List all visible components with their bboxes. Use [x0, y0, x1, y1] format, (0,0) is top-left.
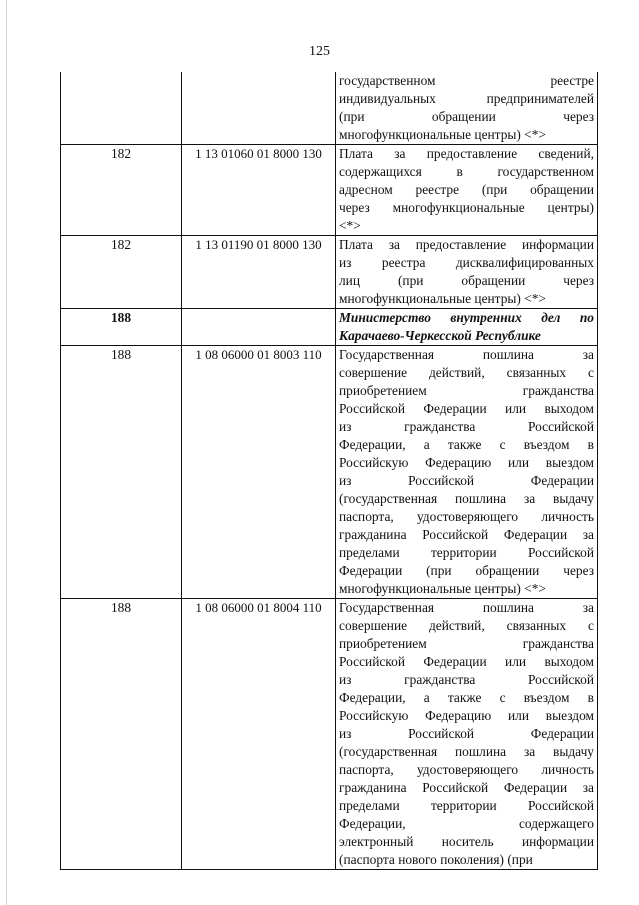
revenue-name-cell	[336, 346, 598, 599]
name-text-line: индивидуальных предпринимателей	[339, 91, 594, 106]
name-text-line: Федерации, содержащего	[339, 816, 594, 831]
admin-code-cell: 182	[61, 236, 182, 309]
revenue-name-cell	[336, 309, 598, 346]
kbk-code-cell: 1 13 01190 01 8000 130	[182, 236, 336, 309]
table-row	[61, 346, 598, 599]
revenue-codes-table	[60, 72, 598, 870]
name-text-line: Государственная пошлина за	[339, 600, 594, 615]
admin-code-cell	[61, 72, 182, 145]
name-text-line: (государственная пошлина за выдачу	[339, 744, 594, 759]
name-text-line: Плата за предоставление информации	[339, 237, 594, 252]
name-text-line: из гражданства Российской	[339, 419, 594, 434]
name-text-line: из реестра дисквалифицированных	[339, 255, 594, 270]
name-text-line: гражданина Российской Федерации за	[339, 780, 594, 795]
name-text-line: Федерации (при обращении через	[339, 563, 594, 578]
kbk-code-cell: 1 13 01060 01 8000 130	[182, 145, 336, 236]
page-number: 125	[309, 44, 330, 59]
name-text-line: Российскую Федерацию или выездом	[339, 708, 594, 723]
name-text-line: совершение действий, связанных с	[339, 618, 594, 633]
name-text-line: <*>	[339, 218, 361, 233]
name-text-line: Российскую Федерацию или выездом	[339, 455, 594, 470]
name-text-line: приобретением гражданства	[339, 383, 594, 398]
name-text-line: гражданина Российской Федерации за	[339, 527, 594, 542]
name-text-line: (паспорта нового поколения) (при	[339, 852, 533, 867]
table-row	[61, 236, 598, 309]
name-text-line: Государственная пошлина за	[339, 347, 594, 362]
name-text-line: паспорта, удостоверяющего личность	[339, 762, 594, 777]
table-row	[61, 145, 598, 236]
table-body	[61, 72, 598, 870]
admin-code-cell: 188	[61, 346, 182, 599]
name-text-line: совершение действий, связанных с	[339, 365, 594, 380]
name-text-line: из гражданства Российской	[339, 672, 594, 687]
name-text-line: пределами территории Российской	[339, 545, 594, 560]
name-text-line: государственном реестре	[339, 73, 594, 88]
kbk-code-cell: 1 08 06000 01 8003 110	[182, 346, 336, 599]
kbk-code-cell	[182, 72, 336, 145]
name-text-line: Федерации, а также с въездом в	[339, 437, 594, 452]
name-text-line: многофункциональные центры) <*>	[339, 291, 546, 306]
revenue-name-cell	[336, 145, 598, 236]
revenue-name-cell	[336, 72, 598, 145]
name-text-line: (при обращении через	[339, 109, 594, 124]
admin-code-cell: 188	[61, 599, 182, 870]
name-text-line: многофункциональные центры) <*>	[339, 581, 546, 596]
section-row	[61, 309, 598, 346]
name-text-line: электронный носитель информации	[339, 834, 594, 849]
name-text-line: паспорта, удостоверяющего личность	[339, 509, 594, 524]
admin-code-cell: 188	[61, 309, 182, 346]
name-text-line: через многофункциональные центры)	[339, 200, 594, 215]
name-text-line: адресном реестре (при обращении	[339, 182, 594, 197]
continuation-row	[61, 72, 598, 145]
name-text-line: из Российской Федерации	[339, 473, 594, 488]
name-text-line: (государственная пошлина за выдачу	[339, 491, 594, 506]
name-text-line: из Российской Федерации	[339, 726, 594, 741]
table-row	[61, 599, 598, 870]
admin-code-cell: 182	[61, 145, 182, 236]
kbk-code-cell: 1 08 06000 01 8004 110	[182, 599, 336, 870]
revenue-name-cell	[336, 599, 598, 870]
page-edge	[6, 0, 7, 905]
name-text-line: Карачаево-Черкесской Республике	[339, 328, 541, 343]
kbk-code-cell	[182, 309, 336, 346]
name-text-line: Министерство внутренних дел по	[339, 310, 594, 325]
name-text-line: пределами территории Российской	[339, 798, 594, 813]
name-text-line: Плата за предоставление сведений,	[339, 146, 594, 161]
name-text-line: Российской Федерации или выходом	[339, 401, 594, 416]
name-text-line: Российской Федерации или выходом	[339, 654, 594, 669]
name-text-line: приобретением гражданства	[339, 636, 594, 651]
name-text-line: лиц (при обращении через	[339, 273, 594, 288]
revenue-name-cell	[336, 236, 598, 309]
name-text-line: содержащихся в государственном	[339, 164, 594, 179]
name-text-line: многофункциональные центры) <*>	[339, 127, 546, 142]
name-text-line: Федерации, а также с въездом в	[339, 690, 594, 705]
